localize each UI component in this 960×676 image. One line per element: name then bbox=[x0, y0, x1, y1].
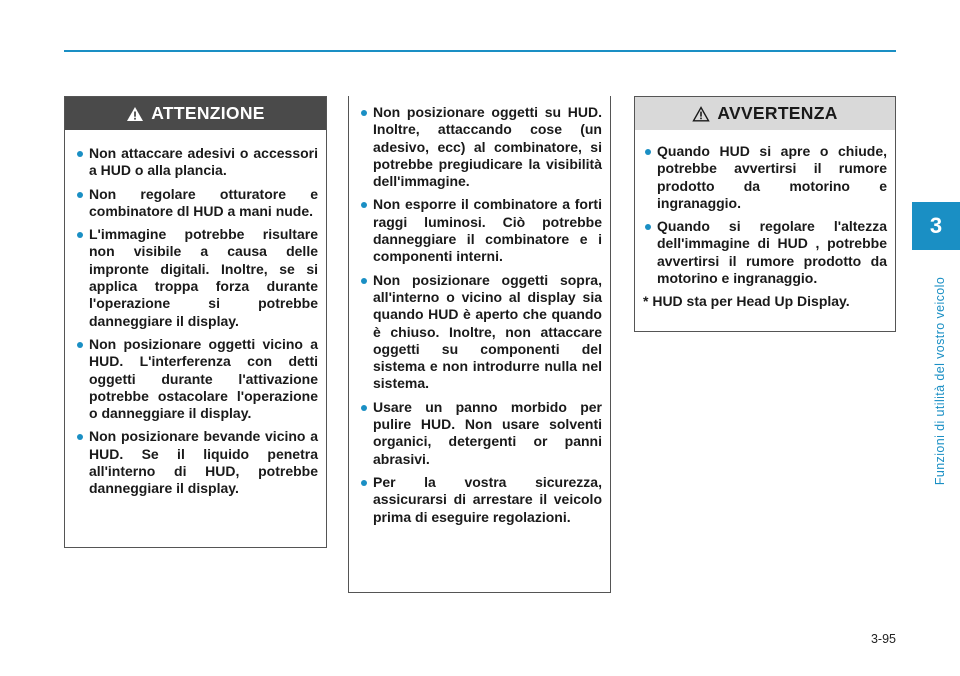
caution-list bbox=[75, 145, 318, 498]
warning-triangle-icon bbox=[126, 106, 144, 122]
chapter-side-title bbox=[932, 270, 948, 492]
list-item: Non esporre il combinatore a forti raggi luminosi. Ciò potrebbe danneggiare il combinatore e i componenti interni. bbox=[359, 196, 602, 265]
chapter-title: Funzioni di utilità del vostro veicolo bbox=[933, 276, 947, 486]
page-number: 3-95 bbox=[870, 632, 896, 646]
caution-continued-box bbox=[348, 96, 611, 593]
list-item: Non posizionare oggetti su HUD. Inoltre, attaccando cose (un adesivo, ecc) al combinatore, si potrebbe pregiudicare la visibilità dell'immagine. bbox=[359, 104, 602, 190]
list-item: Non regolare otturatore e combinatore dl HUD a mani nude. bbox=[75, 186, 318, 221]
caution-header bbox=[65, 97, 326, 130]
warning-triangle-icon bbox=[692, 106, 710, 122]
list-item: L'immagine potrebbe risultare non visibile a causa delle impronte digitali. Inoltre, se si applica troppa forza durante l'operazione si potrebbe danneggiare il display. bbox=[75, 226, 318, 330]
list-item: Non posizionare oggetti vicino a HUD. L'interferenza con detti oggetti durante l'attivazione potrebbe ostacolare l'operazione o danneggiare il display. bbox=[75, 336, 318, 422]
list-item: Quando si regolare l'altezza dell'immagine di HUD , potrebbe avvertirsi il rumore prodotto da motorino e ingranaggio. bbox=[643, 218, 887, 287]
footnote: * HUD sta per Head Up Display. bbox=[643, 293, 850, 310]
warning-box bbox=[634, 96, 896, 332]
list-item: Quando HUD si apre o chiude, potrebbe avvertirsi il rumore prodotto da motorino e ingranaggio. bbox=[643, 143, 887, 212]
caution-continued-list bbox=[359, 104, 602, 526]
list-item: Usare un panno morbido per pulire HUD. Non usare solventi organici, detergenti or panni abrasivi. bbox=[359, 399, 602, 468]
warning-list bbox=[643, 143, 887, 287]
warning-header bbox=[635, 97, 895, 130]
warning-title: AVVERTENZA bbox=[717, 103, 838, 123]
list-item: Non attaccare adesivi o accessori a HUD o alla plancia. bbox=[75, 145, 318, 180]
chapter-number: 3 bbox=[929, 213, 943, 238]
header-rule bbox=[64, 50, 896, 52]
caution-box bbox=[64, 96, 327, 548]
list-item: Non posizionare bevande vicino a HUD. Se il liquido penetra all'interno di HUD, potrebbe danneggiare il display. bbox=[75, 428, 318, 497]
chapter-tab bbox=[912, 202, 960, 250]
caution-title: ATTENZIONE bbox=[151, 103, 265, 123]
list-item: Per la vostra sicurezza, assicurarsi di arrestare il veicolo prima di eseguire regolazioni. bbox=[359, 474, 602, 526]
list-item: Non posizionare oggetti sopra, all'interno o vicino al display sia quando HUD è aperto che quando è chiuso. Inoltre, non attaccare oggetti su componenti del sistema e non introdurre nulla nel sistema. bbox=[359, 272, 602, 393]
